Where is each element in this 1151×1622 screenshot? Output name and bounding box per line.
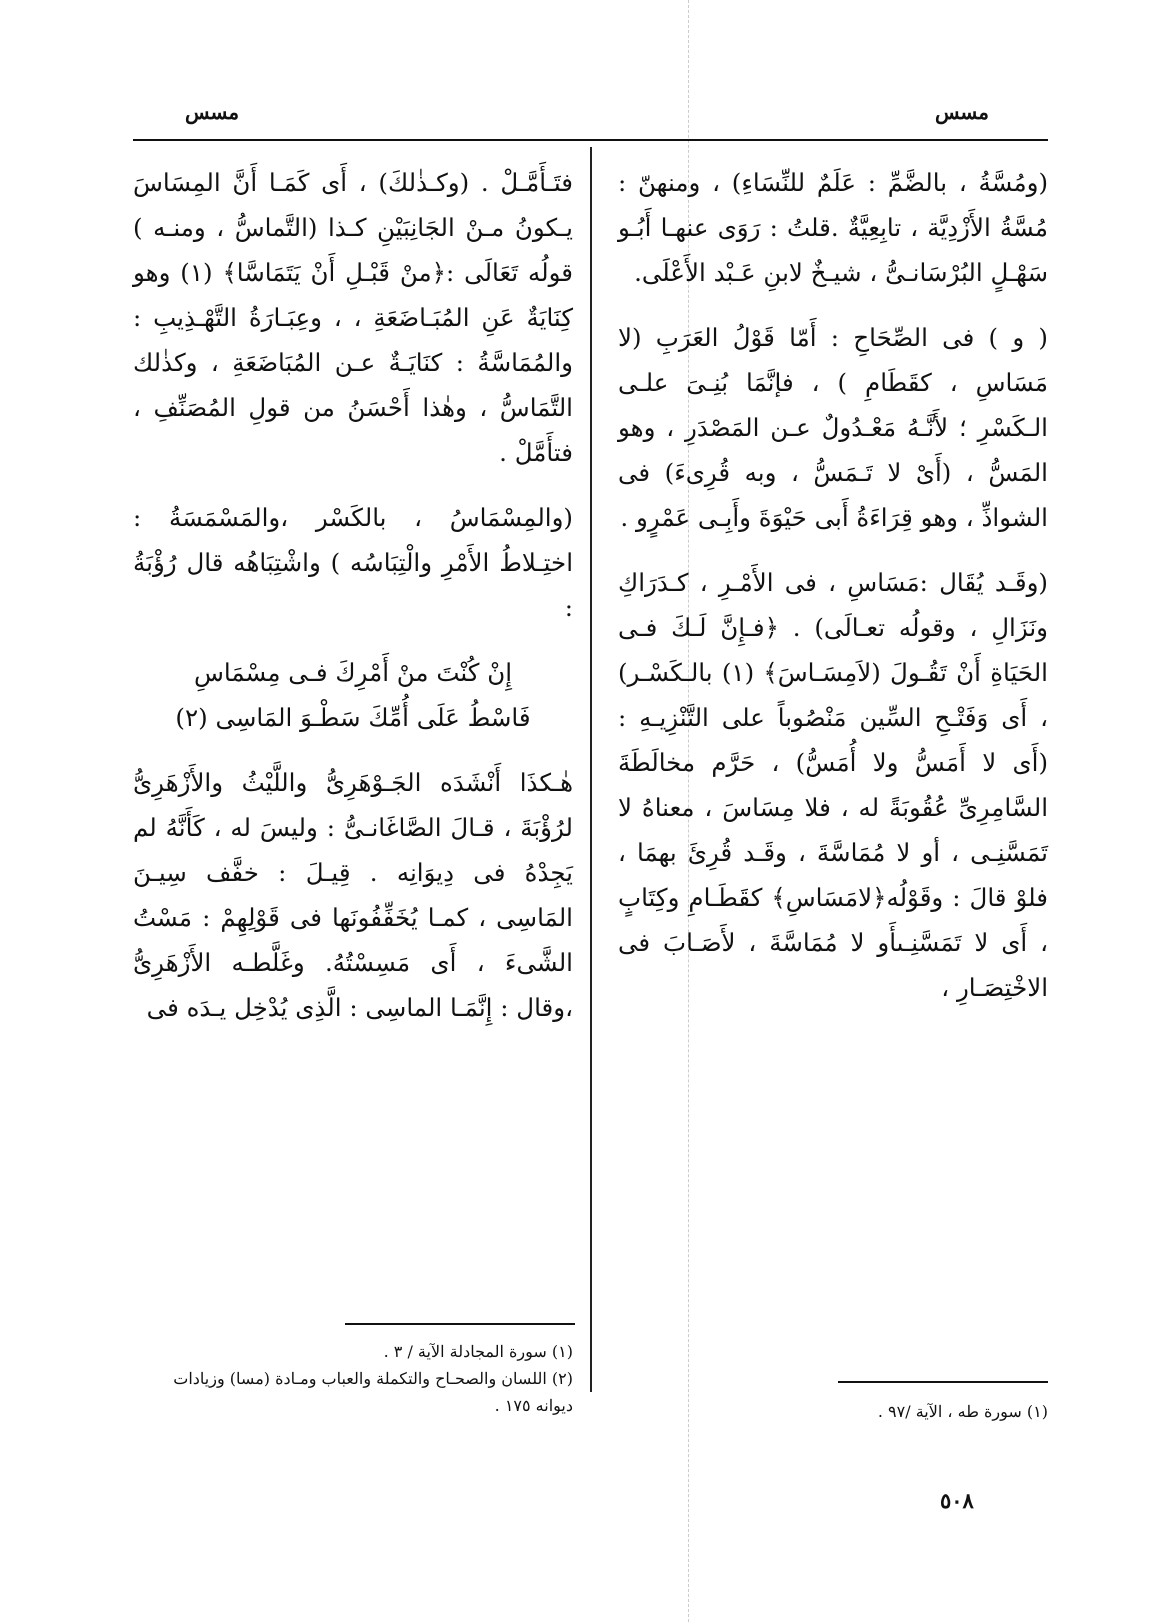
footnotes-right [618,1398,1048,1425]
running-header-right: مسس [934,100,989,124]
footnotes-left [133,1338,573,1419]
right-column [618,160,1048,1030]
footnote-rule-left [345,1323,575,1325]
poetry-verse [133,650,573,740]
entry-paragraph: (ومُسَّةُ ، بالضَّمِّ : عَلَمٌ للنِّسَاءِ) ، ومنهنّ : مُسَّةُ الأَزْدِيَّة ، تابِعِيَّةٌ .قلتُ : رَوَى عنهـا أَبُـو سَهْـلٍ البُرْسَانـىُّ ، شيـخٌ لابنِ عَـبْد الأَعْلَى. [618,168,1048,287]
footnote: (١) سورة طه ، الآية /٩٧ . [877,1402,1048,1421]
footnote: (٢) اللسان والصحـاح والتكملة والعباب ومـادة (مسا) وزيادات ديوانه ١٧٥ . [173,1369,573,1415]
page-number: ٥٠٨ [940,1488,974,1513]
header-rule [133,139,1048,141]
running-header-left: مسس [185,100,240,124]
entry-paragraph: (والمِسْمَاسُ ، بالكَسْر ،والمَسْمَسَةُ : اختِـلاطُ الأَمْرِ والْتِبَاسُه ) واشْتِبَاهُه قال رُؤْبَةُ : [133,503,573,622]
left-column [133,160,573,1050]
entry-paragraph: (وقَـد يُقَال :مَسَاسِ ، فى الأَمْـرِ ، كـدَرَاكِ ونَزَالِ ، وقولُه تعـالَى) . ﴿فـإِنَّ لَـكَ فـى الحَيَاةِ أَنْ تَقُـولَ (لاَمِسَـاسَ﴾ (١) بالـكَسْـر) ، أَى وَفَتْـحِ السِّين مَنْصُوباً على التَّنْزِيـهِ : (أَى لا أَمَسُّ ولا أُمَسُّ) ، حَرَّم مخالَطَةَ السَّامِرِىِّ عُقُوبَةً له ، فلا مِسَاسَ ، معناهُ لا تَمَسَّنِـى ، أو لا مُمَاسَّةَ ، وقَـد قُرِئَ بهمَا ، فلوْ قالَ : وقَوْلُه﴿لامَسَاسِ﴾ كقَطَـامِ وكِتَابٍ ، أَى لا تَمَسَّنِـىأَو لا مُمَاسَّةَ ، لأَصَـابَ فى الاخْتِصَـارِ ، [618,568,1048,1002]
verse-line: إِنْ كُنْتَ منْ أَمْرِكَ فـى مِسْمَاسِ [193,658,513,687]
entry-paragraph: هٰـكذَا أَنْشَدَه الجَـوْهَرِىُّ واللَّيْثُ والأَزْهَرِىُّ لرُؤْبَةَ ، قـالَ الصَّاغَانـىُّ : وليسَ له ، كَأَنَّهُ لم يَجِدْهُ فى دِيوَانِه . قِيـلَ : خفَّف سِيـنَ المَاسِى ، كمـا يُخَفِّفُونَها فى قَوْلِهِمْ : مَسْتُ الشَّىءَ ، أَى مَسِسْتُهُ. وغَلَّطـه الأَزْهَرِىُّ ،وقال : إِنَّمَـا الماسِى : الَّذِى يُدْخِل يـدَه فى [133,768,573,1022]
verse-line: فَاسْطُ عَلَى أُمِّكَ سَطْـوَ المَاسِى (٢) [175,703,531,732]
footnote: (١) سورة المجادلة الآية / ٣ . [383,1342,573,1361]
column-divider [590,147,592,1392]
entry-paragraph: فتَـأَمَّـلْ . (وكـذٰلكَ) ، أَى كَمَـا أَنَّ المِسَاسَ يـكونُ مـنْ الجَانِبَيْنِ كـذا (التَّماسُّ ، ومنـه ) قولُه تَعَالَى :﴿منْ قَبْـلِ أَنْ يَتَمَاسَّا﴾ (١) وهو كِنَايَةٌ عَنِ المُبَـاضَعَةِ ، ، وعِبَـارَةُ التَّهْـذِيبِ : والمُمَاسَّةُ : كنَايَـةٌ عـن المُبَاضَعَةِ ، وكذٰلك التَّمَاسُّ ، وهٰذا أَحْسَنُ من قولِ المُصَنِّفِ ، فتأَمَّلْ . [133,168,573,467]
footnote-rule-right [838,1381,1048,1383]
entry-paragraph: ( و ) فى الصِّحَاحِ : أَمّا قَوْلُ العَرَبِ (لا مَسَاسِ ، كقَطَامِ ) ، فإنَّمَا بُنِـىَ علـى الـكَسْرِ ؛ لأَنَّـهُ مَعْـدُولٌ عـن المَصْدَرِ ، وهو المَسُّ ، (أَىْ لا تَـمَسُّ ، وبه قُرِىءَ) فى الشواذِّ ، وهو قِرَاءَةُ أَبى حَيْوَةَ وأَبِـى عَمْرٍو . [618,323,1048,532]
